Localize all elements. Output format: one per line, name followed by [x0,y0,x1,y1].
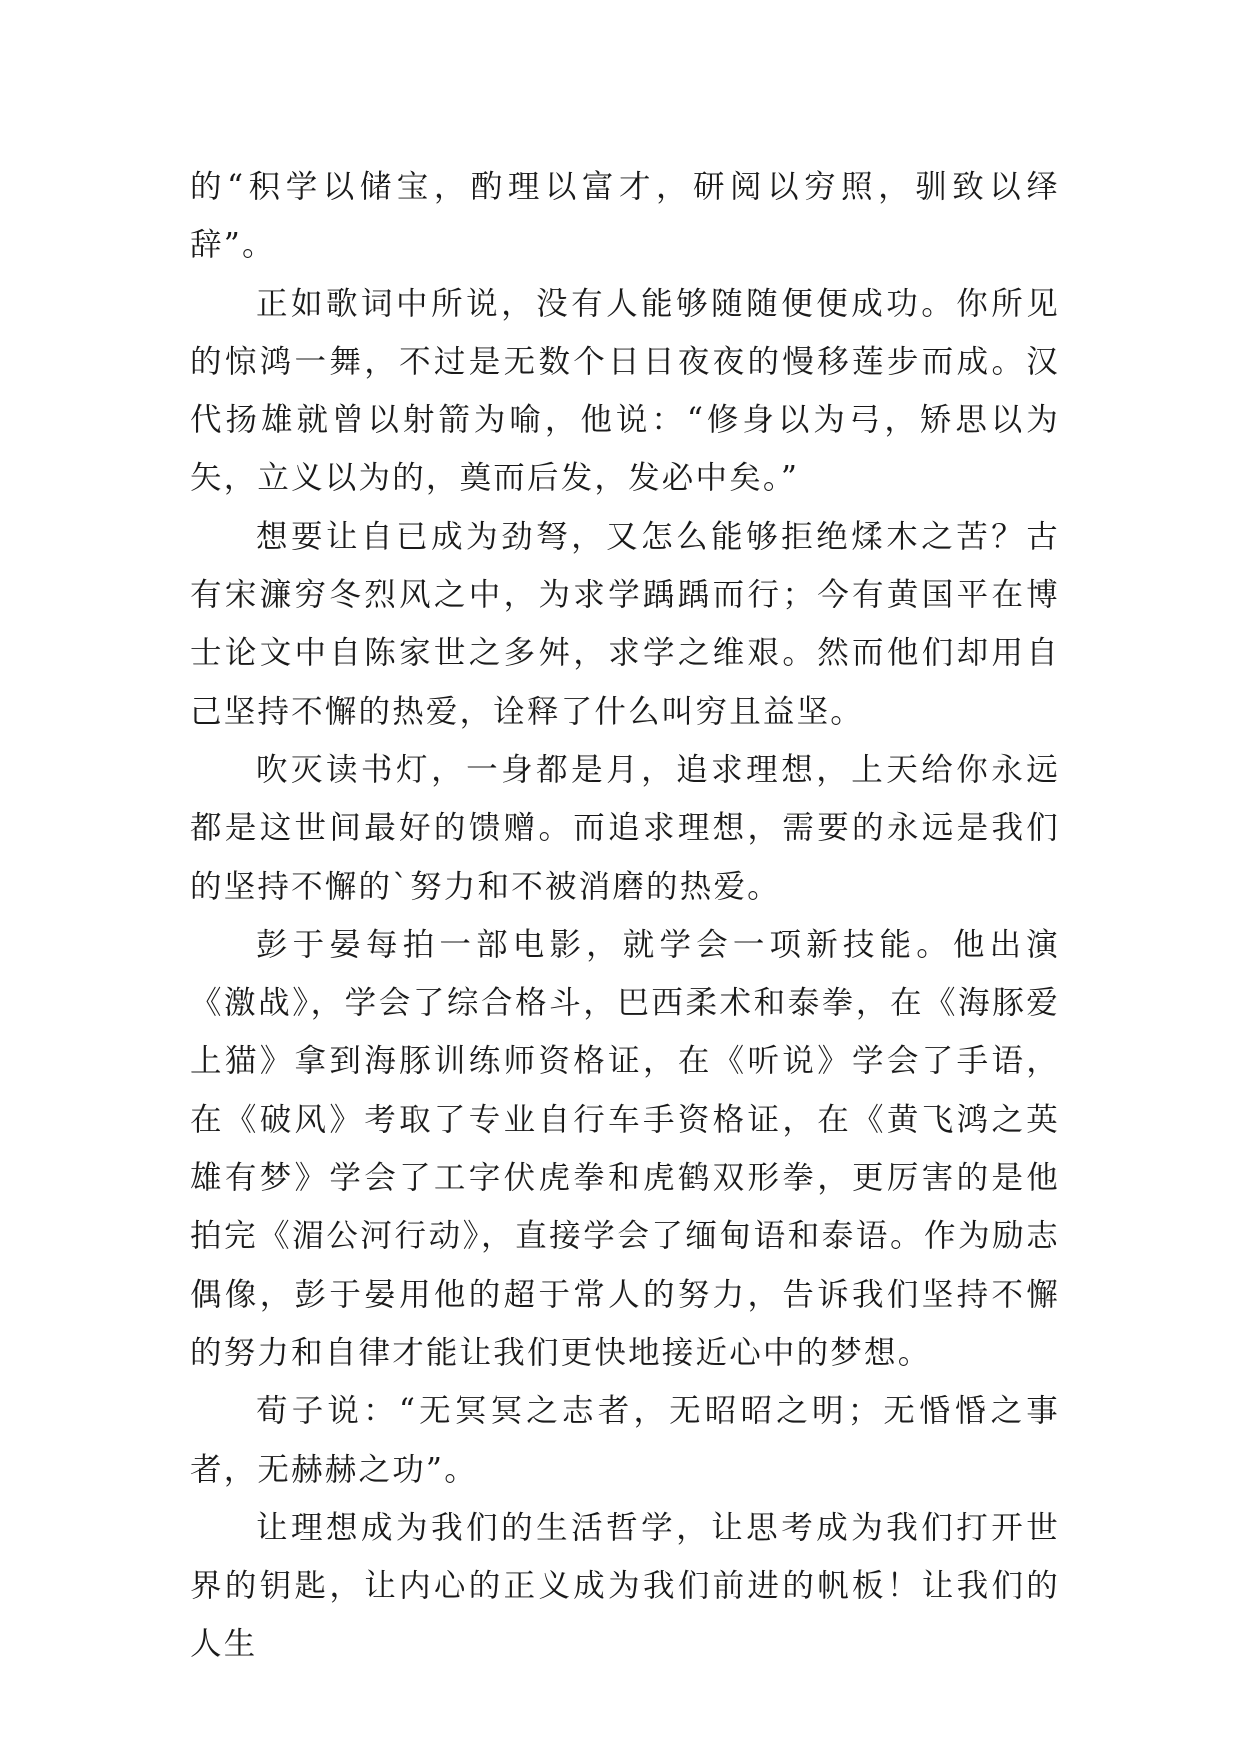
body-text [190,158,1060,1674]
paragraph-2: 正如歌词中所说，没有人能够随随便便成功。你所见的惊鸿一舞，不过是无数个日日夜夜的慢移莲步而成。汉代扬雄就曾以射箭为喻，他说：“修身以为弓，矫思以为矢，立义以为的，奠而后发，发必中矣。” [190,285,1060,497]
paragraph-7: 让理想成为我们的生活哲学，让思考成为我们打开世界的钥匙，让内心的正义成为我们前进的帆板！让我们的人生 [190,1509,1060,1663]
paragraph-3: 想要让自已成为劲弩，又怎么能够拒绝煣木之苦？古有宋濂穷冬烈风之中，为求学踽踽而行；今有黄国平在博士论文中自陈家世之多舛，求学之维艰。然而他们却用自己坚持不懈的热爱，诠释了什么叫穷且益坚。 [190,518,1060,730]
paragraph-4: 吹灭读书灯，一身都是月，追求理想，上天给你永远都是这世间最好的馈赠。而追求理想，需要的永远是我们的坚持不懈的`努力和不被消磨的热爱。 [190,751,1060,905]
paragraph-1: 的“积学以储宝，酌理以富才，研阅以穷照，驯致以绎辞”。 [190,169,1060,264]
paragraph-6: 荀子说：“无冥冥之志者，无昭昭之明；无惛惛之事者，无赫赫之功”。 [190,1393,1060,1488]
paragraph-5: 彭于晏每拍一部电影，就学会一项新技能。他出演《激战》，学会了综合格斗，巴西柔术和泰拳，在《海豚爱上猫》拿到海豚训练师资格证，在《听说》学会了手语，在《破风》考取了专业自行车手资格证，在《黄飞鸿之英雄有梦》学会了工字伏虎拳和虎鹤双形拳，更厉害的是他拍完《湄公河行动》，直接学会了缅甸语和泰语。作为励志偶像，彭于晏用他的超于常人的努力，告诉我们坚持不懈的努力和自律才能让我们更快地接近心中的梦想。 [190,926,1060,1371]
